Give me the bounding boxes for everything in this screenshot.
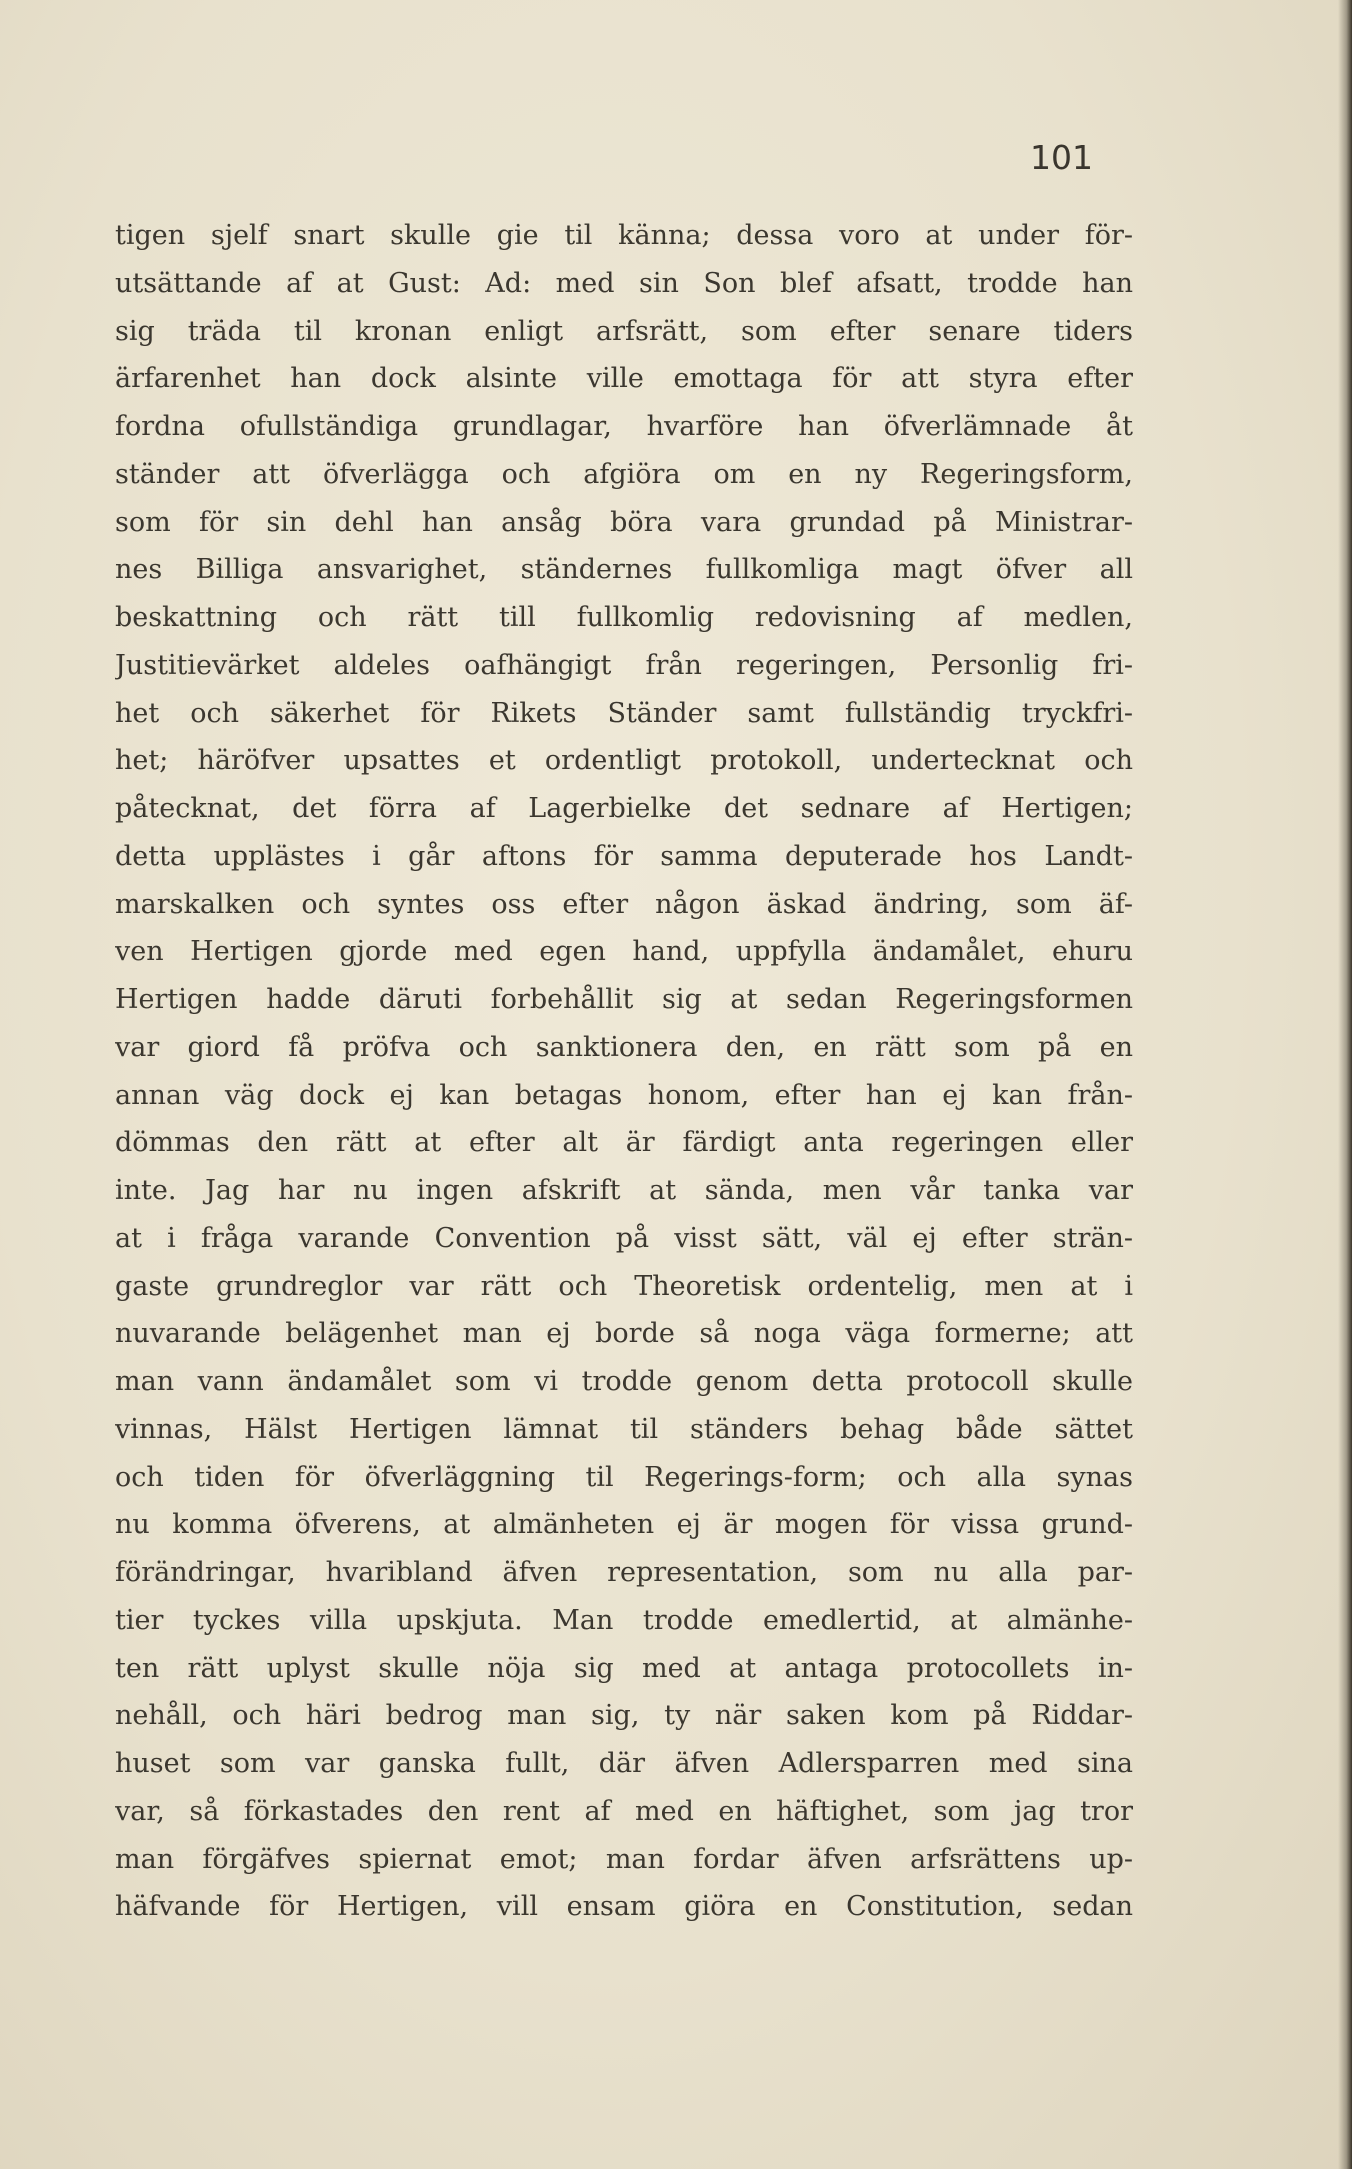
text-line: påtecknat, det förra af Lagerbielke det sednare af Hertigen; bbox=[115, 793, 1133, 824]
text-line: Hertigen hadde däruti forbehållit sig at sedan Regeringsformen bbox=[115, 984, 1133, 1015]
text-line: detta upplästes i går aftons för samma deputerade hos Landt- bbox=[115, 840, 1133, 872]
text-line: man förgäfves spiernat emot; man fordar äfven arfsrättens up- bbox=[115, 1843, 1133, 1875]
text-line: het och säkerhet för Rikets Ständer samt fullständig tryckfri- bbox=[115, 697, 1133, 729]
text-line: beskattning och rätt till fullkomlig redovisning af medlen, bbox=[115, 602, 1133, 633]
text-line: och tiden för öfverläggning til Regerings-form; och alla synas bbox=[115, 1461, 1133, 1493]
text-line: nes Billiga ansvarighet, ständernes fullkomliga magt öfver all bbox=[115, 554, 1133, 586]
text-line: utsättande af at Gust: Ad: med sin Son blef afsatt, trodde han bbox=[115, 267, 1133, 299]
text-line: dömmas den rätt at efter alt är färdigt anta regeringen eller bbox=[115, 1127, 1133, 1159]
text-line: marskalken och syntes oss efter någon äskad ändring, som äf- bbox=[115, 888, 1133, 920]
text-line: gaste grundreglor var rätt och Theoretisk ordentelig, men at i bbox=[115, 1270, 1133, 1302]
text-line: var giord få pröfva och sanktionera den, en rätt som på en bbox=[115, 1031, 1133, 1063]
text-line: man vann ändamålet som vi trodde genom detta protocoll skulle bbox=[115, 1366, 1133, 1397]
text-line: nu komma öfverens, at almänheten ej är mogen för vissa grund- bbox=[115, 1509, 1133, 1541]
text-line: som för sin dehl han ansåg böra vara grundad på Ministrar- bbox=[115, 506, 1133, 538]
text-line: ten rätt uplyst skulle nöja sig med at antaga protocollets in- bbox=[115, 1652, 1133, 1684]
text-line: fordna ofullständiga grundlagar, hvarföre han öfverlämnade åt bbox=[115, 411, 1133, 442]
page-edge-shadow bbox=[1338, 0, 1352, 2169]
text-line: tier tyckes villa upskjuta. Man trodde emedlertid, at almänhe- bbox=[115, 1604, 1133, 1636]
text-line: vinnas, Hälst Hertigen lämnat til ständers behag både sättet bbox=[115, 1413, 1133, 1445]
text-line: annan väg dock ej kan betagas honom, efter han ej kan från- bbox=[115, 1079, 1133, 1111]
text-line: inte. Jag har nu ingen afskrift at sända, men vår tanka var bbox=[115, 1175, 1133, 1206]
text-line: huset som var ganska fullt, där äfven Adlersparren med sina bbox=[115, 1748, 1133, 1779]
text-line: at i fråga varande Convention på visst sätt, väl ej efter strän- bbox=[115, 1222, 1133, 1254]
text-line: ärfarenhet han dock alsinte ville emottaga för att styra efter bbox=[115, 363, 1133, 395]
text-line: tigen sjelf snart skulle gie til känna; dessa voro at under för- bbox=[115, 220, 1133, 251]
text-line: het; häröfver upsattes et ordentligt protokoll, undertecknat och bbox=[115, 745, 1133, 777]
text-line: ständer att öfverlägga och afgiöra om en ny Regeringsform, bbox=[115, 458, 1133, 490]
text-line: förändringar, hvaribland äfven representation, som nu alla par- bbox=[115, 1557, 1133, 1588]
text-line: nehåll, och häri bedrog man sig, ty när saken kom på Riddar- bbox=[115, 1700, 1133, 1732]
text-line: sig träda til kronan enligt arfsrätt, som efter senare tiders bbox=[115, 315, 1133, 347]
text-line: häfvande för Hertigen, vill ensam giöra en Constitution, sedan bbox=[115, 1891, 1133, 1923]
text-line: var, så förkastades den rent af med en häftighet, som jag tror bbox=[115, 1795, 1133, 1827]
text-line: nuvarande belägenhet man ej borde så noga väga formerne; att bbox=[115, 1318, 1133, 1350]
page-number: 101 bbox=[1030, 138, 1093, 177]
body-text bbox=[115, 212, 1133, 1931]
text-line: Justitievärket aldeles oafhängigt från regeringen, Personlig fri- bbox=[115, 649, 1133, 681]
text-line: ven Hertigen gjorde med egen hand, uppfylla ändamålet, ehuru bbox=[115, 936, 1133, 968]
